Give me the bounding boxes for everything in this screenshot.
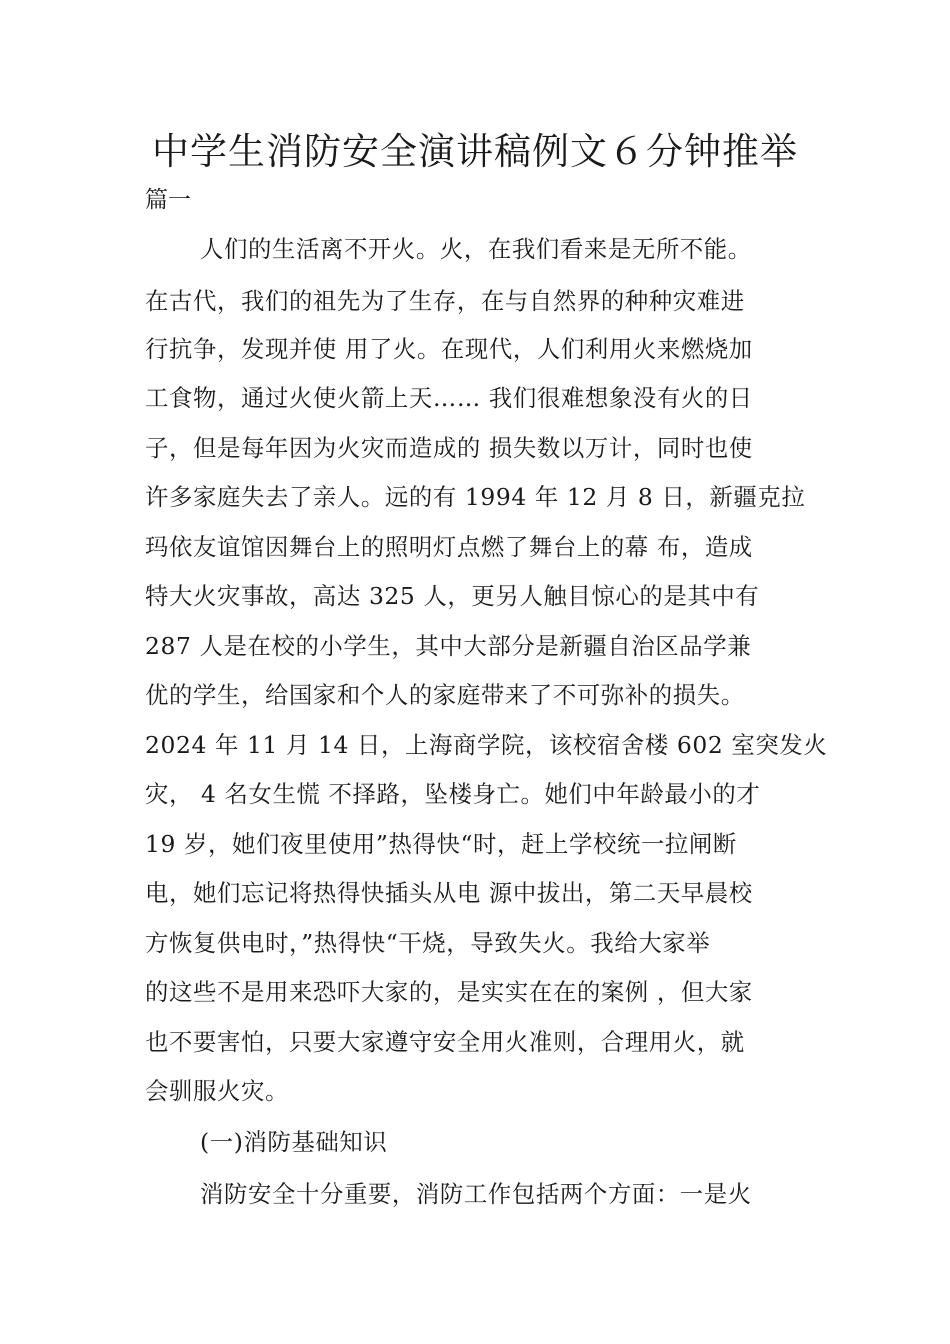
paragraph-line: 电，她们忘记将热得快插头从电 源中拔出，第二天早晨校: [145, 879, 753, 907]
paragraph-line: 会驯服火灾。: [145, 1077, 289, 1105]
paragraph-line: 的这些不是用来恐吓大家的，是实实在在的案例 ，但大家: [145, 978, 753, 1006]
paragraph-line: 许多家庭失去了亲人。远的有 1994 年 12 月 8 日，新疆克拉: [145, 483, 806, 511]
paragraph-line: 方恢复供电时，”热得快“干烧，导致失火。我给大家举: [145, 929, 711, 957]
paragraph-line: 优的学生，给国家和个人的家庭带来了不可弥补的损失。: [145, 681, 745, 709]
subheading: (一)消防基础知识: [200, 1128, 388, 1156]
paragraph-line: 子，但是每年因为火灾而造成的 损失数以万计，同时也使: [145, 434, 753, 462]
paragraph-line: 也不要害怕，只要大家遵守安全用火准则，合理用火，就: [145, 1028, 745, 1056]
paragraph-line: 19 岁，她们夜里使用”热得快“时，赶上学校统一拉闸断: [145, 830, 737, 858]
paragraph-line: 灾， 4 名女生慌 不择路，坠楼身亡。她们中年龄最小的才: [145, 780, 761, 808]
paragraph-line: 工食物，通过火使火箭上天…… 我们很难想象没有火的日: [145, 384, 753, 412]
paragraph-line: 287 人是在校的小学生，其中大部分是新疆自治区品学兼: [145, 632, 752, 660]
paragraph-line: 人们的生活离不开火。火，在我们看来是无所不能。: [200, 235, 752, 263]
section-label: 篇一: [145, 187, 191, 213]
document-title: 中学生消防安全演讲稿例文６分钟推举: [152, 130, 798, 173]
paragraph-line: 特大火灾事故，高达 325 人，更另人触目惊心的是其中有: [145, 582, 760, 610]
paragraph-line: 消防安全十分重要，消防工作包括两个方面：一是火: [200, 1180, 752, 1208]
paragraph-line: 2024 年 11 月 14 日，上海商学院，该校宿舍楼 602 室突发火: [145, 731, 828, 759]
paragraph-line: 玛依友谊馆因舞台上的照明灯点燃了舞台上的幕 布，造成: [145, 533, 753, 561]
paragraph-line: 行抗争，发现并使 用了火。在现代，人们利用火来燃烧加: [145, 335, 753, 363]
paragraph-line: 在古代，我们的祖先为了生存，在与自然界的种种灾难进: [145, 287, 745, 315]
